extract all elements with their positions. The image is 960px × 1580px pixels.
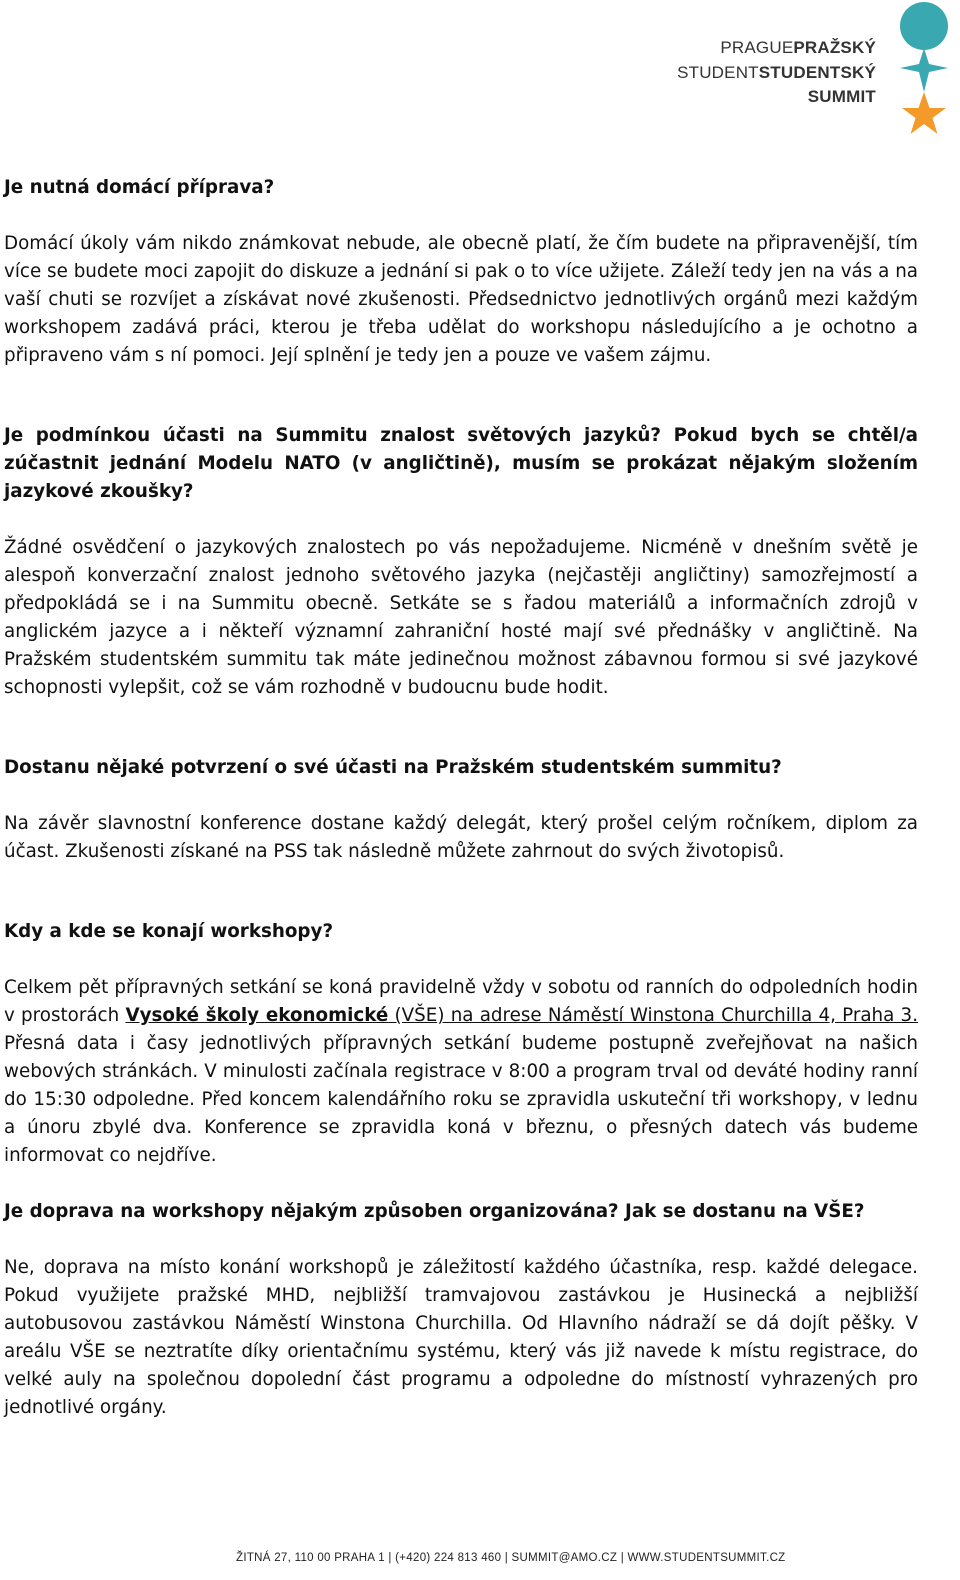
logo-wordmark (677, 36, 876, 110)
logo-line3: SUMMIT (807, 87, 876, 106)
footer-contact: ŽITNÁ 27, 110 00 PRAHA 1 | (+420) 224 813 460 | SUMMIT@AMO.CZ | WWW.STUDENTSUMMIT.CZ (236, 1552, 786, 1564)
logo-line1-en: PRAGUE (720, 38, 794, 57)
logo-line2-cz: STUDENTSKÝ (758, 62, 876, 82)
vse-address-link[interactable] (125, 1005, 918, 1026)
faq-heading-homework: Je nutná domácí příprava? (4, 177, 275, 198)
faq-content (4, 174, 918, 1422)
faq-answer-homework: Domácí úkoly vám nikdo známkovat nebude, ale obecně platí, že čím budete na připravenější, tím více se budete moci zapojit do diskuze a jednání si pak o to více užijete. Záleží tedy jen na vás a na vaší chuti se rozvíjet a získávat nové zkušenosti. Předsednictvo jednotlivých orgánů mezi každým workshopem zadává práci, kterou je třeba udělat do workshopu následujícího a je ochotno a připraveno vám s ní pomoci. Její splnění je tedy jen a pouze ve vašem zájmu. (4, 233, 918, 366)
vse-link-name: Vysoké školy ekonomické (125, 1005, 389, 1026)
faq-answer-workshops (4, 974, 918, 1170)
faq-answer-languages: Žádné osvědčení o jazykových znalostech po vás nepožadujeme. Nicméně v dnešním světě je alespoň konverzační znalost jednoho světového jazyka (nejčastěji angličtiny) samozřejmostí a předpokládá se i na Summitu obecně. Setkáte se s řadou materiálů a informačních zdrojů v anglickém jazyce a i někteří významní zahraniční hosté mají své přednášky v angličtině. Na Pražském studentském summitu tak máte jedinečnou možnost zábavnou formou si své jazykové schopnosti vylepšit, což se vám rozhodně v budoucnu bude hodit. (4, 537, 918, 698)
faq-heading-transport: Je doprava na workshopy nějakým způsoben organizována? Jak se dostanu na VŠE? (4, 1201, 865, 1222)
vse-link-address: (VŠE) na adrese Náměstí Winstona Churchilla 4, Praha 3. (388, 1005, 919, 1026)
answer-text-continued: Přesná data i časy jednotlivých přípravných setkání budeme postupně zveřejňovat na našich webových stránkách. V minulosti začínala registrace v 8:00 a program trval od deváté hodiny ranní do 15:30 odpoledne. Před koncem kalendářního roku se zpravidla uskuteční tři workshopy, v lednu a únoru zbylé dva. Konference se zpravidla koná v březnu, o přesných datech vás budeme informovat co nejdříve. (4, 1033, 918, 1166)
logo-line1-cz: PRAŽSKÝ (793, 38, 876, 57)
summit-logo (660, 0, 960, 140)
faq-heading-workshops: Kdy a kde se konají workshopy? (4, 921, 334, 942)
faq-heading-languages: Je podmínkou účasti na Summitu znalost světových jazyků? Pokud bych se chtěl/a zúčastnit jednání Modelu NATO (v angličtině), musím se prokázat nějakým složením jazykové zkoušky? (4, 425, 918, 502)
logo-line2-en: STUDENT (677, 62, 759, 82)
faq-heading-certificate: Dostanu nějaké potvrzení o své účasti na Pražském studentském summitu? (4, 757, 782, 778)
answer-text: Celkem pět přípravných setkání se koná pravidelně vždy v sobotu od ranních do odpoledních hodin v prostorách (4, 977, 918, 1026)
logo-star-icon (896, 0, 952, 140)
faq-answer-transport: Ne, doprava na místo konání workshopů je záležitostí každého účastníka, resp. každé delegace. Pokud využijete pražské MHD, nejbližší tramvajovou zastávkou je Husinecká a nejbližší autobusovou zastávkou Náměstí Winstona Churchilla. Od Hlavního nádraží se dá dojít pěšky. V areálu VŠE se neztratíte díky orientačnímu systému, který vás již navede k místu registrace, do velké auly na společnou dopolední část programu a odpoledne do místností vyhrazených pro jednotlivé orgány. (4, 1257, 918, 1418)
faq-answer-certificate: Na závěr slavnostní konference dostane každý delegát, který prošel celým ročníkem, diplom za účast. Zkušenosti získané na PSS tak následně můžete zahrnout do svých životopisů. (4, 813, 918, 862)
